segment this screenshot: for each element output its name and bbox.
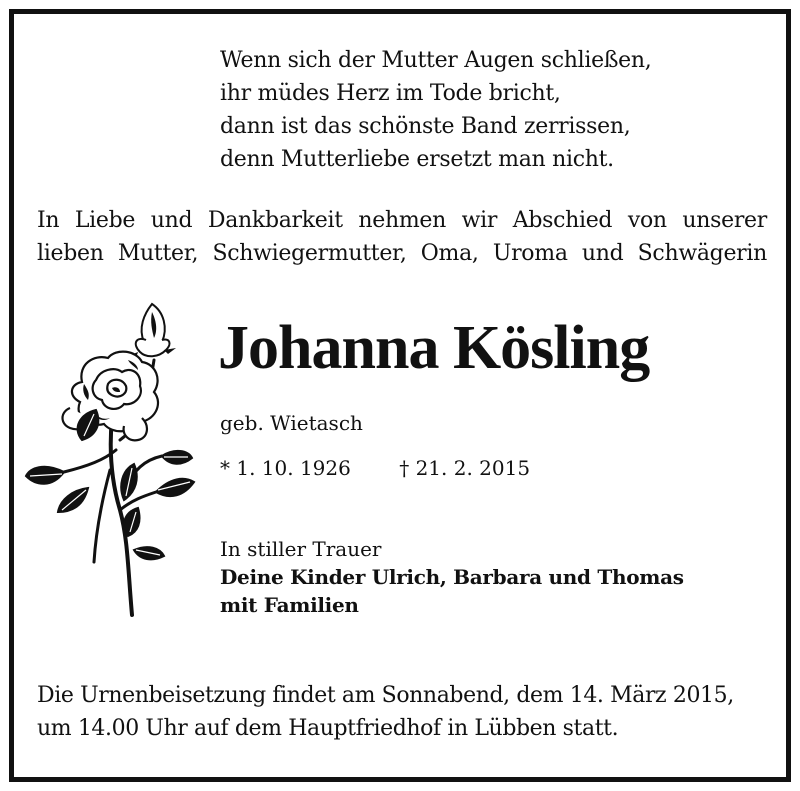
mourners-families: mit Familien (220, 593, 359, 617)
deceased-name: Johanna Kösling (218, 314, 650, 382)
life-dates (220, 453, 530, 483)
mourning-line: In stiller Trauer (220, 537, 382, 561)
death-date: † 21. 2. 2015 (399, 456, 531, 480)
mourners (220, 535, 684, 619)
poem-line: denn Mutterliebe ersetzt man nicht. (220, 147, 614, 172)
intro-text (37, 204, 767, 270)
maiden-name: geb. Wietasch (220, 411, 363, 435)
intro-line: lieben Mutter, Schwiegermutter, Oma, Uroma und Schwägerin (37, 241, 767, 266)
poem (220, 44, 651, 176)
poem-line: ihr müdes Herz im Tode bricht, (220, 81, 561, 106)
mourners-names: Deine Kinder Ulrich, Barbara und Thomas (220, 565, 684, 589)
birth-date: * 1. 10. 1926 (220, 456, 351, 480)
funeral-line: Die Urnenbeisetzung findet am Sonnabend, dem 14. März 2015, (37, 683, 734, 708)
funeral-notice (37, 679, 734, 745)
poem-line: dann ist das schönste Band zerrissen, (220, 114, 631, 139)
rose-illustration-icon (24, 300, 199, 620)
funeral-line: um 14.00 Uhr auf dem Hauptfriedhof in Lübben statt. (37, 716, 619, 741)
intro-line: In Liebe und Dankbarkeit nehmen wir Abschied von unserer (37, 208, 767, 233)
poem-line: Wenn sich der Mutter Augen schließen, (220, 48, 652, 73)
